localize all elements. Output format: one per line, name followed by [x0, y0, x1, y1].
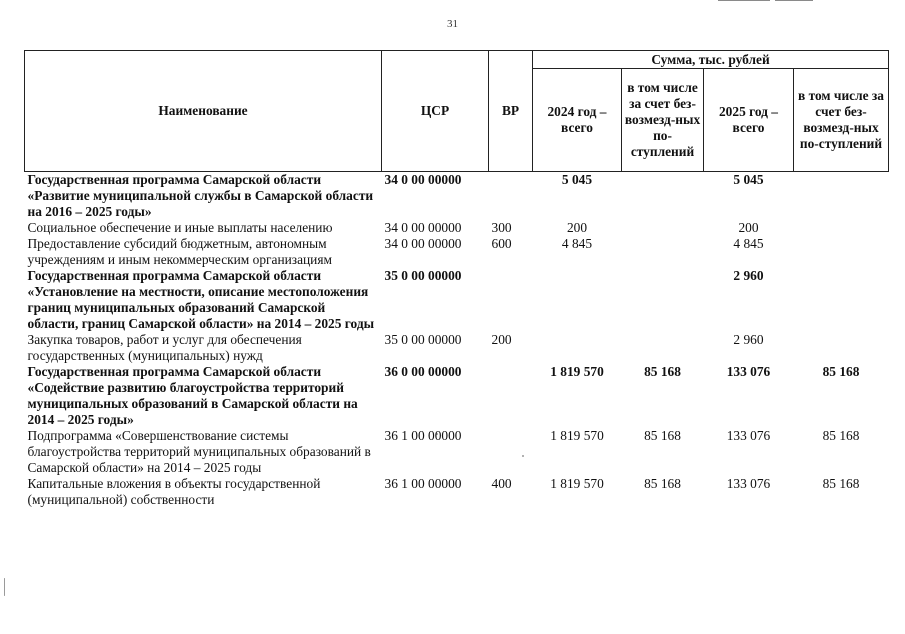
row-2025-free	[794, 268, 889, 332]
header-sum-group: Сумма, тыс. рублей	[533, 51, 889, 69]
row-2025-total: 5 045	[733, 172, 764, 187]
row-2024-free	[622, 268, 704, 332]
page-number: 31	[447, 18, 458, 30]
row-2025-total: 133 076	[726, 476, 771, 491]
row-2024-free: 85 168	[644, 476, 681, 491]
row-2024-total	[533, 268, 622, 332]
row-name: Государственная программа Самарской области «Содействие развитию благоустройства территорий муниципальных образований в Самарской области на 2014 – 2025 годы»	[27, 364, 358, 427]
scan-edge-mark	[718, 0, 770, 1]
row-2024-total: 1 819 570	[550, 364, 604, 379]
row-vr: 300	[491, 220, 512, 235]
row-csr: 36 1 00 00000	[384, 476, 462, 491]
table-row	[25, 236, 889, 268]
row-csr: 36 0 00 00000	[384, 364, 462, 379]
row-2025-free: 85 168	[822, 476, 860, 491]
row-2024-total: 4 845	[561, 236, 593, 251]
row-vr: 600	[491, 236, 512, 251]
header-csr: ЦСР	[382, 51, 489, 172]
row-2025-total: 133 076	[726, 364, 771, 379]
row-2025-total: 2 960	[733, 332, 764, 347]
header-vr: ВР	[489, 51, 533, 172]
row-vr	[489, 428, 533, 476]
row-2025-free: 85 168	[822, 428, 860, 443]
row-csr: 34 0 00 00000	[384, 236, 462, 251]
row-vr: 200	[491, 332, 512, 347]
table-row	[25, 476, 889, 508]
row-csr: 36 1 00 00000	[384, 428, 462, 443]
row-2025-free	[794, 172, 889, 221]
row-2024-total: 5 045	[561, 172, 593, 187]
row-csr: 35 0 00 00000	[384, 332, 462, 347]
row-name: Подпрограмма «Совершенствование системы благоустройства территорий муниципальных образований в Самарской области» на 2014 – 2025 годы	[27, 428, 371, 475]
header-2025-total: 2025 год – всего	[704, 69, 794, 172]
header-name: Наименование	[25, 51, 382, 172]
row-2025-total: 4 845	[733, 236, 764, 251]
row-2024-free: 85 168	[644, 364, 681, 379]
row-csr: 34 0 00 00000	[384, 172, 462, 187]
row-2024-free	[622, 172, 704, 221]
row-name: Капитальные вложения в объекты государственной (муниципальной) собственности	[27, 476, 321, 507]
table-row	[25, 364, 889, 428]
row-csr: 35 0 00 00000	[384, 268, 462, 283]
row-2024-total: 1 819 570	[550, 476, 604, 491]
row-name: Государственная программа Самарской области «Установление на местности, описание местоположения границ муниципальных образований Самарской области, границ Самарской области» на 2014 – 2025 годы	[27, 268, 375, 331]
row-2025-free	[794, 220, 889, 236]
table-row	[25, 268, 889, 332]
row-2025-total: 200	[738, 220, 759, 235]
table-row	[25, 332, 889, 364]
table-row	[25, 428, 889, 476]
row-csr: 34 0 00 00000	[384, 220, 462, 235]
row-2025-free: 85 168	[822, 364, 860, 379]
row-vr	[489, 268, 533, 332]
row-2024-free	[622, 236, 704, 268]
row-name: Социальное обеспечение и иные выплаты населению	[27, 220, 333, 235]
scan-speck	[4, 578, 5, 596]
row-vr: 400	[491, 476, 512, 491]
row-2024-total	[533, 332, 622, 364]
row-vr	[489, 172, 533, 221]
row-name: Закупка товаров, работ и услуг для обеспечения государственных (муниципальных) нужд	[27, 332, 302, 363]
table-row	[25, 220, 889, 236]
budget-table	[24, 50, 889, 508]
scan-edge-mark	[775, 0, 813, 1]
table-row	[25, 172, 889, 221]
table-body	[25, 172, 889, 509]
row-2024-free	[622, 220, 704, 236]
row-name: Государственная программа Самарской области «Развитие муниципальной службы в Самарской области на 2016 – 2025 годы»	[27, 172, 374, 219]
header-2024-free: в том числе за счет без-возмезд-ных по-ступлений	[622, 69, 704, 172]
row-2025-total: 2 960	[733, 268, 764, 283]
row-2024-free	[622, 332, 704, 364]
row-2024-total: 1 819 570	[550, 428, 604, 443]
row-2025-total: 133 076	[726, 428, 771, 443]
row-vr	[489, 364, 533, 428]
row-name: Предоставление субсидий бюджетным, автономным учреждениям и иным некоммерческим организациям	[27, 236, 332, 267]
header-2024-total: 2024 год – всего	[533, 69, 622, 172]
row-2024-total: 200	[566, 220, 588, 235]
row-2024-free: 85 168	[644, 428, 681, 443]
header-2025-free: в том числе за счет без-возмезд-ных по-ступлений	[794, 69, 889, 172]
row-2025-free	[794, 236, 889, 268]
row-2025-free	[794, 332, 889, 364]
